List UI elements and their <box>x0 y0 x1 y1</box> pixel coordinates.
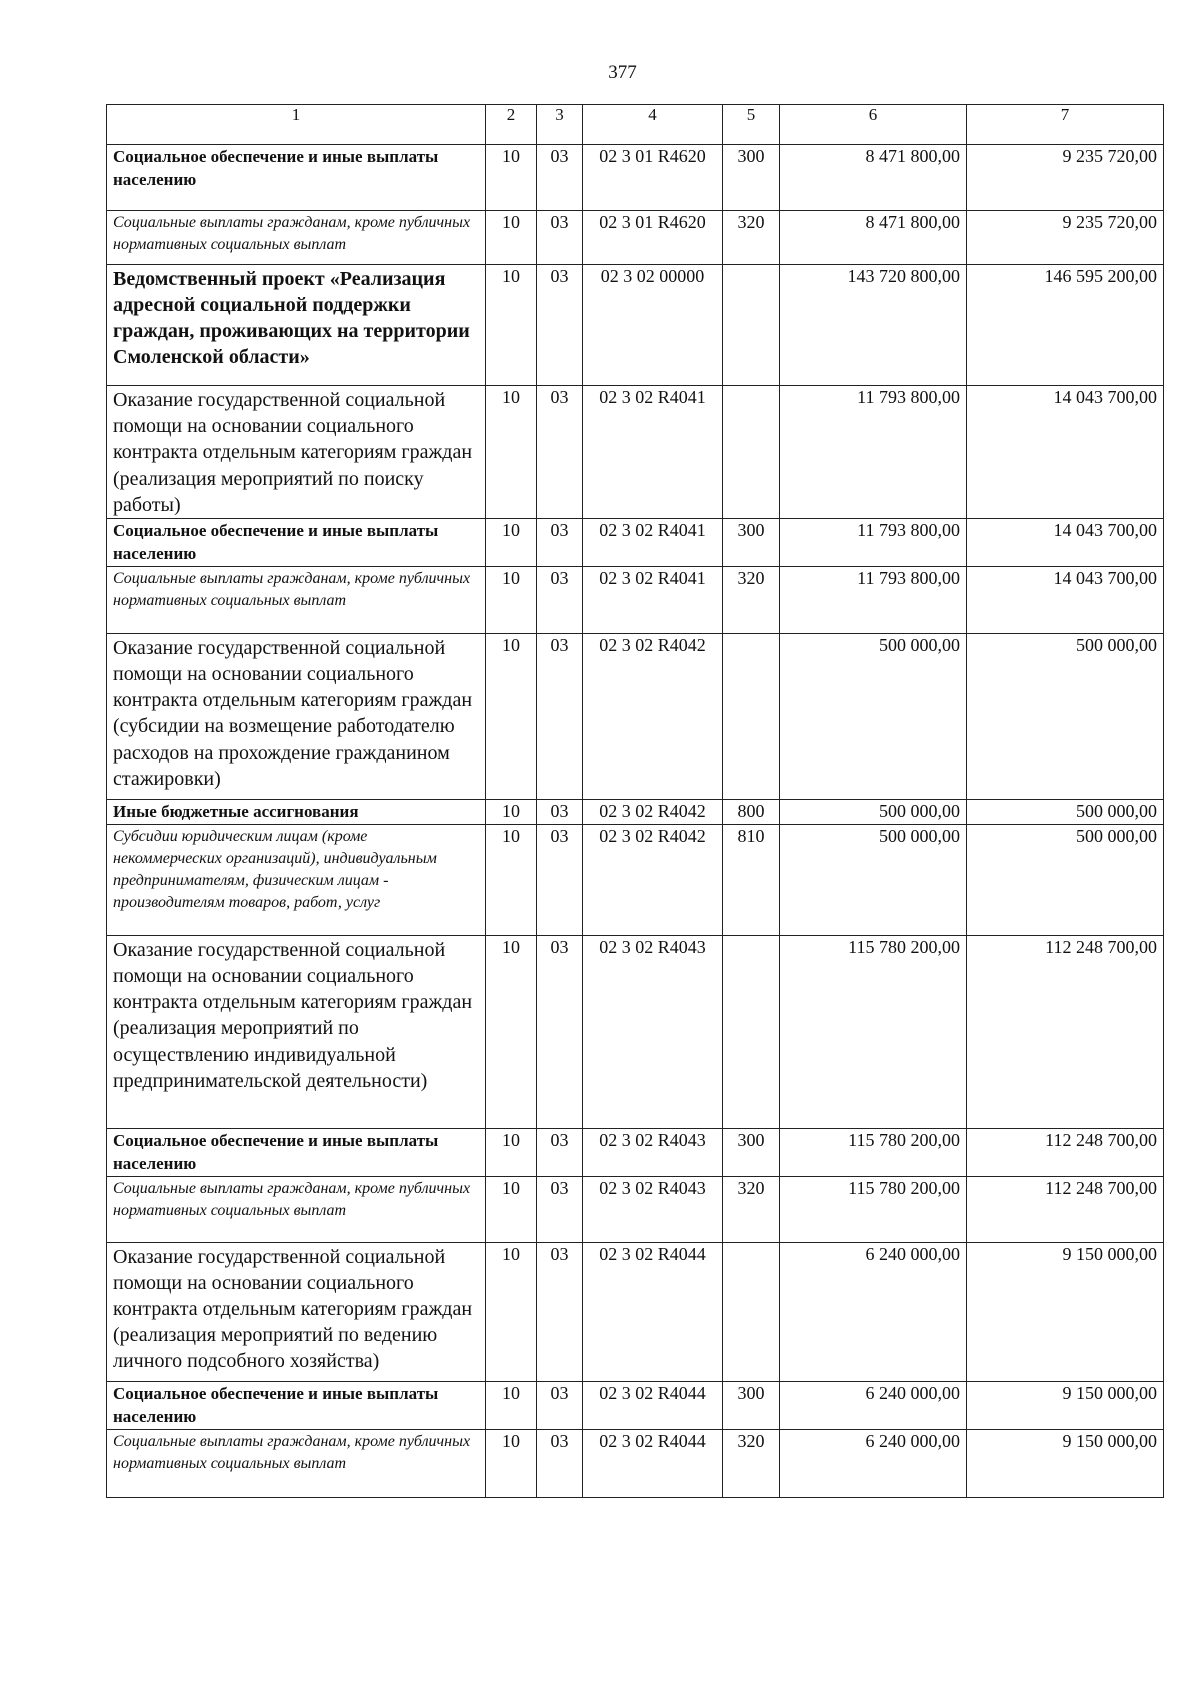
table-row <box>107 265 1164 386</box>
item-name-cell: Оказание государственной социальной помощи на основании социального контракта отдельным категориям граждан (реализация мероприятий по осуществлению индивидуальной предпринимательской деятельности) <box>107 935 486 1128</box>
table-row <box>107 1176 1164 1242</box>
expense-type-cell: 320 <box>723 1176 780 1242</box>
amount-year2-cell: 112 248 700,00 <box>967 1176 1164 1242</box>
expense-type-cell: 800 <box>723 799 780 824</box>
amount-year1-cell: 11 793 800,00 <box>780 518 967 566</box>
expense-type-cell: 300 <box>723 518 780 566</box>
table-row <box>107 145 1164 211</box>
expense-type-cell: 300 <box>723 145 780 211</box>
item-name-cell: Иные бюджетные ассигнования <box>107 799 486 824</box>
table-row <box>107 1242 1164 1381</box>
amount-year1-cell: 6 240 000,00 <box>780 1429 967 1497</box>
budget-table <box>106 104 1164 1498</box>
expense-type-cell: 320 <box>723 211 780 265</box>
subsection-code-cell: 03 <box>537 935 583 1128</box>
page-number: 377 <box>608 62 637 83</box>
subsection-code-cell: 03 <box>537 1242 583 1381</box>
amount-year2-cell: 146 595 200,00 <box>967 265 1164 386</box>
subsection-code-cell: 03 <box>537 1176 583 1242</box>
item-name-cell: Социальные выплаты гражданам, кроме публичных нормативных социальных выплат <box>107 1429 486 1497</box>
expense-type-cell: 810 <box>723 824 780 935</box>
expense-type-cell <box>723 1242 780 1381</box>
item-name-cell: Ведомственный проект «Реализация адресной социальной поддержки граждан, проживающих на территории Смоленской области» <box>107 265 486 386</box>
column-header: 6 <box>780 105 967 145</box>
expense-type-cell: 320 <box>723 1429 780 1497</box>
amount-year1-cell: 6 240 000,00 <box>780 1381 967 1429</box>
amount-year1-cell: 115 780 200,00 <box>780 1176 967 1242</box>
expense-type-cell <box>723 633 780 799</box>
item-name-cell: Социальное обеспечение и иные выплаты населению <box>107 145 486 211</box>
amount-year2-cell: 14 043 700,00 <box>967 566 1164 633</box>
target-article-cell: 02 3 02 R4041 <box>583 386 723 519</box>
amount-year2-cell: 500 000,00 <box>967 799 1164 824</box>
target-article-cell: 02 3 02 R4044 <box>583 1242 723 1381</box>
subsection-code-cell: 03 <box>537 799 583 824</box>
target-article-cell: 02 3 02 R4043 <box>583 1176 723 1242</box>
section-code-cell: 10 <box>486 566 537 633</box>
amount-year2-cell: 9 150 000,00 <box>967 1242 1164 1381</box>
amount-year2-cell: 14 043 700,00 <box>967 386 1164 519</box>
amount-year2-cell: 9 235 720,00 <box>967 211 1164 265</box>
amount-year1-cell: 8 471 800,00 <box>780 211 967 265</box>
section-code-cell: 10 <box>486 211 537 265</box>
amount-year1-cell: 11 793 800,00 <box>780 566 967 633</box>
column-number-header-row <box>107 105 1164 145</box>
subsection-code-cell: 03 <box>537 1429 583 1497</box>
target-article-cell: 02 3 02 R4041 <box>583 518 723 566</box>
amount-year2-cell: 500 000,00 <box>967 633 1164 799</box>
table-row <box>107 566 1164 633</box>
amount-year2-cell: 500 000,00 <box>967 824 1164 935</box>
subsection-code-cell: 03 <box>537 824 583 935</box>
column-header: 4 <box>583 105 723 145</box>
section-code-cell: 10 <box>486 824 537 935</box>
amount-year2-cell: 9 235 720,00 <box>967 145 1164 211</box>
expense-type-cell: 300 <box>723 1381 780 1429</box>
section-code-cell: 10 <box>486 1128 537 1176</box>
table-row <box>107 1381 1164 1429</box>
section-code-cell: 10 <box>486 386 537 519</box>
target-article-cell: 02 3 02 R4044 <box>583 1381 723 1429</box>
target-article-cell: 02 3 02 R4042 <box>583 633 723 799</box>
table-row <box>107 211 1164 265</box>
expense-type-cell: 300 <box>723 1128 780 1176</box>
subsection-code-cell: 03 <box>537 518 583 566</box>
subsection-code-cell: 03 <box>537 1128 583 1176</box>
expense-type-cell: 320 <box>723 566 780 633</box>
subsection-code-cell: 03 <box>537 265 583 386</box>
column-header: 1 <box>107 105 486 145</box>
target-article-cell: 02 3 02 R4042 <box>583 824 723 935</box>
target-article-cell: 02 3 02 R4044 <box>583 1429 723 1497</box>
subsection-code-cell: 03 <box>537 211 583 265</box>
table-row <box>107 799 1164 824</box>
table-row <box>107 1429 1164 1497</box>
section-code-cell: 10 <box>486 265 537 386</box>
item-name-cell: Социальное обеспечение и иные выплаты населению <box>107 518 486 566</box>
amount-year2-cell: 9 150 000,00 <box>967 1381 1164 1429</box>
amount-year2-cell: 112 248 700,00 <box>967 935 1164 1128</box>
column-header: 5 <box>723 105 780 145</box>
target-article-cell: 02 3 02 00000 <box>583 265 723 386</box>
item-name-cell: Оказание государственной социальной помощи на основании социального контракта отдельным категориям граждан (реализация мероприятий по поиску работы) <box>107 386 486 519</box>
amount-year2-cell: 112 248 700,00 <box>967 1128 1164 1176</box>
column-header: 7 <box>967 105 1164 145</box>
section-code-cell: 10 <box>486 1176 537 1242</box>
amount-year2-cell: 14 043 700,00 <box>967 518 1164 566</box>
amount-year2-cell: 9 150 000,00 <box>967 1429 1164 1497</box>
expense-type-cell <box>723 935 780 1128</box>
expense-type-cell <box>723 386 780 519</box>
section-code-cell: 10 <box>486 518 537 566</box>
target-article-cell: 02 3 01 R4620 <box>583 145 723 211</box>
target-article-cell: 02 3 02 R4043 <box>583 935 723 1128</box>
table-row <box>107 518 1164 566</box>
section-code-cell: 10 <box>486 1429 537 1497</box>
section-code-cell: 10 <box>486 145 537 211</box>
subsection-code-cell: 03 <box>537 145 583 211</box>
target-article-cell: 02 3 02 R4042 <box>583 799 723 824</box>
table-row <box>107 824 1164 935</box>
section-code-cell: 10 <box>486 1381 537 1429</box>
table-row <box>107 1128 1164 1176</box>
item-name-cell: Оказание государственной социальной помощи на основании социального контракта отдельным категориям граждан (субсидии на возмещение работодателю расходов на прохождение гражданином стажировки) <box>107 633 486 799</box>
target-article-cell: 02 3 02 R4041 <box>583 566 723 633</box>
table-row <box>107 935 1164 1128</box>
amount-year1-cell: 11 793 800,00 <box>780 386 967 519</box>
amount-year1-cell: 115 780 200,00 <box>780 935 967 1128</box>
subsection-code-cell: 03 <box>537 386 583 519</box>
item-name-cell: Субсидии юридическим лицам (кроме некоммерческих организаций), индивидуальным предпринимателям, физическим лицам - производителям товаров, работ, услуг <box>107 824 486 935</box>
section-code-cell: 10 <box>486 935 537 1128</box>
amount-year1-cell: 500 000,00 <box>780 633 967 799</box>
subsection-code-cell: 03 <box>537 566 583 633</box>
table-row <box>107 633 1164 799</box>
amount-year1-cell: 8 471 800,00 <box>780 145 967 211</box>
column-header: 3 <box>537 105 583 145</box>
column-header: 2 <box>486 105 537 145</box>
target-article-cell: 02 3 02 R4043 <box>583 1128 723 1176</box>
section-code-cell: 10 <box>486 633 537 799</box>
item-name-cell: Оказание государственной социальной помощи на основании социального контракта отдельным категориям граждан (реализация мероприятий по ведению личного подсобного хозяйства) <box>107 1242 486 1381</box>
amount-year1-cell: 143 720 800,00 <box>780 265 967 386</box>
item-name-cell: Социальные выплаты гражданам, кроме публичных нормативных социальных выплат <box>107 566 486 633</box>
item-name-cell: Социальное обеспечение и иные выплаты населению <box>107 1128 486 1176</box>
amount-year1-cell: 6 240 000,00 <box>780 1242 967 1381</box>
amount-year1-cell: 500 000,00 <box>780 824 967 935</box>
section-code-cell: 10 <box>486 799 537 824</box>
subsection-code-cell: 03 <box>537 633 583 799</box>
amount-year1-cell: 500 000,00 <box>780 799 967 824</box>
table-row <box>107 386 1164 519</box>
item-name-cell: Социальные выплаты гражданам, кроме публичных нормативных социальных выплат <box>107 211 486 265</box>
amount-year1-cell: 115 780 200,00 <box>780 1128 967 1176</box>
target-article-cell: 02 3 01 R4620 <box>583 211 723 265</box>
item-name-cell: Социальные выплаты гражданам, кроме публичных нормативных социальных выплат <box>107 1176 486 1242</box>
subsection-code-cell: 03 <box>537 1381 583 1429</box>
item-name-cell: Социальное обеспечение и иные выплаты населению <box>107 1381 486 1429</box>
expense-type-cell <box>723 265 780 386</box>
section-code-cell: 10 <box>486 1242 537 1381</box>
